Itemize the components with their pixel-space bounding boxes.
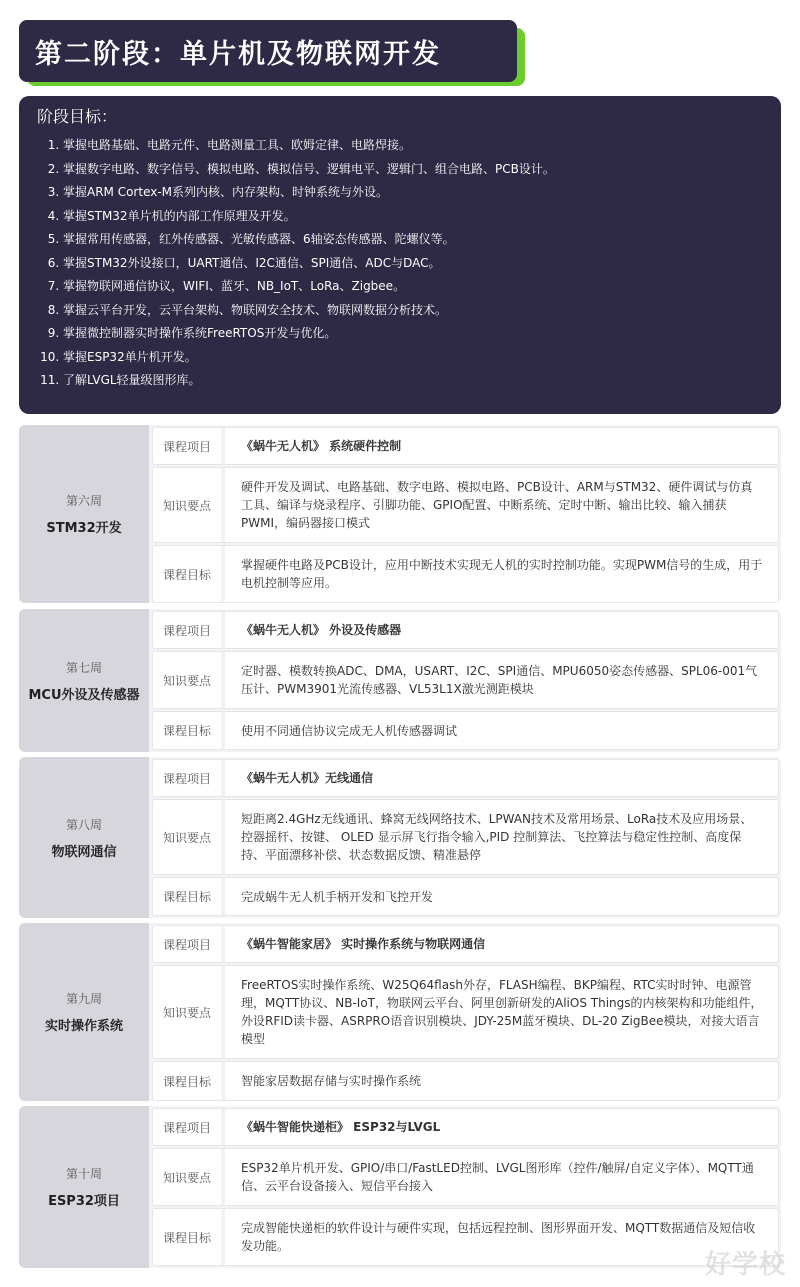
row-key: 课程目标: [153, 712, 225, 749]
goal-item: 8. 掌握云平台开发，云平台架构、物联网安全技术、物联网数据分析技术。: [63, 299, 763, 323]
watermark: 好学校: [704, 1250, 786, 1280]
row-value: 掌握硬件电路及PCB设计，应用中断技术实现无人机的实时控制功能。实现PWM信号的生成，用于电机控制等应用。: [241, 558, 763, 590]
week-block-10: [19, 1106, 781, 1268]
week-rows: [153, 428, 778, 600]
row-value: 使用不同通信协议完成无人机传感器调试: [241, 723, 458, 738]
row-knowledge: [153, 652, 778, 708]
row-goal: [153, 878, 778, 915]
goal-item: 6. 掌握STM32外设接口，UART通信、I2C通信、SPI通信、ADC与DAC。: [63, 252, 763, 276]
row-value: FreeRTOS实时操作系统、W25Q64flash外存，FLASH编程、BKP编程、RTC实时时钟、电源管理，MQTT协议、NB-IoT，物联网云平台、阿里创新研发的AliOS Things的内核架构和功能组件，外设RFID读卡器、ASRPRO语音识别模块、JDY-25M蓝牙模块、DL-20 ZigBee模块，对接大语言模型: [241, 978, 763, 1046]
week-number: 第十周: [65, 1167, 102, 1181]
stage-banner: [19, 20, 517, 82]
row-key: 课程项目: [153, 612, 225, 648]
row-knowledge: [153, 800, 778, 874]
row-key: 课程项目: [153, 760, 225, 796]
row-knowledge: [153, 966, 778, 1058]
row-value: 《蜗牛无人机》 外设及传感器: [241, 623, 402, 637]
week-title: STM32开发: [46, 521, 122, 536]
week-label: [19, 757, 149, 918]
week-number: 第七周: [65, 660, 102, 675]
stage-goals-panel: [19, 96, 781, 414]
row-value: 《蜗牛智能快递柜》 ESP32与LVGL: [241, 1120, 441, 1134]
goal-item: 7. 掌握物联网通信协议，WIFI、蓝牙、NB_IoT、LoRa、Zigbee。: [63, 275, 763, 299]
row-project: [153, 926, 778, 962]
row-knowledge: [153, 1149, 778, 1205]
goal-item: 1. 掌握电路基础、电路元件、电路测量工具、欧姆定律、电路焊接。: [63, 134, 763, 158]
week-number: 第九周: [65, 992, 102, 1006]
week-title: 物联网通信: [51, 844, 117, 860]
row-goal: [153, 1062, 778, 1100]
goal-item: 3. 掌握ARM Cortex-M系列内核、内存架构、时钟系统与外设。: [63, 181, 763, 205]
row-goal: [153, 546, 778, 602]
row-key: 知识要点: [153, 966, 225, 1058]
stage-title: 第二阶段：单片机及物联网开发: [19, 20, 517, 82]
row-value: 短距离2.4GHz无线通讯、蜂窝无线网络技术、LPWAN技术及常用场景、LoRa技术及应用场景、控器摇杆、按键、 OLED 显示屏飞行指令输入,PID 控制算法、飞控算法与稳定性控制、高度保持、平面漂移补偿、状态数据反馈、精准悬停: [241, 812, 753, 862]
row-value: 完成蜗牛无人机手柄开发和飞控开发: [241, 889, 434, 904]
row-key: 知识要点: [153, 652, 225, 708]
row-key: 课程目标: [153, 1209, 225, 1265]
week-rows: [153, 1109, 778, 1265]
row-value: ESP32单片机开发、GPIO/串口/FastLED控制、LVGL图形库（控件/触屏/自定义字体）、MQTT通信、云平台设备接入、短信平台接入: [241, 1161, 754, 1193]
row-value: 定时器、模数转换ADC、DMA，USART、I2C、SPI通信、MPU6050姿态传感器、SPL06-001气压计、PWM3901光流传感器、VL53L1X激光测距模块: [241, 664, 758, 696]
week-label: [19, 1106, 149, 1268]
goals-list: [37, 134, 763, 393]
row-value: 完成智能快递柜的软件设计与硬件实现，包括远程控制、图形界面开发、MQTT数据通信及短信收发功能。: [241, 1221, 756, 1253]
week-title: 实时操作系统: [44, 1019, 123, 1034]
goals-title: 阶段目标：: [37, 107, 118, 126]
week-block-9: [19, 923, 781, 1101]
row-project: [153, 428, 778, 464]
row-goal: [153, 1209, 778, 1265]
week-label: [19, 923, 149, 1101]
row-knowledge: [153, 468, 778, 542]
row-project: [153, 760, 778, 796]
row-key: 课程目标: [153, 546, 225, 602]
week-title: MCU外设及传感器: [28, 687, 140, 703]
row-goal: [153, 712, 778, 749]
goal-item: 2. 掌握数字电路、数字信号、模拟电路、模拟信号、逻辑电平、逻辑门、组合电路、PCB设计。: [63, 158, 763, 182]
week-label: [19, 425, 149, 603]
week-rows: [153, 926, 778, 1098]
row-value: 《蜗牛智能家居》 实时操作系统与物联网通信: [241, 937, 486, 951]
row-value: 《蜗牛无人机》无线通信: [241, 771, 374, 785]
goal-item: 4. 掌握STM32单片机的内部工作原理及开发。: [63, 205, 763, 229]
week-label: [19, 609, 149, 752]
goal-item: 9. 掌握微控制器实时操作系统FreeRTOS开发与优化。: [63, 322, 763, 346]
row-value: 智能家居数据存储与实时操作系统: [241, 1074, 422, 1088]
row-key: 知识要点: [153, 468, 225, 542]
row-value: 《蜗牛无人机》 系统硬件控制: [241, 439, 402, 453]
row-key: 课程目标: [153, 1062, 225, 1100]
row-key: 课程项目: [153, 926, 225, 962]
row-key: 课程项目: [153, 428, 225, 464]
week-block-7: [19, 609, 781, 752]
goal-item: 10. 掌握ESP32单片机开发。: [63, 346, 763, 370]
week-rows: [153, 760, 778, 915]
goal-item: 11. 了解LVGL轻量级图形库。: [63, 369, 763, 393]
week-block-8: [19, 757, 781, 918]
row-key: 课程项目: [153, 1109, 225, 1145]
row-value: 硬件开发及调试、电路基础、数字电路、模拟电路、PCB设计、ARM与STM32、硬件调试与仿真工具、编译与烧录程序、引脚功能、GPIO配置、中断系统、定时中断、输出比较、输入捕获PWMI，编码器接口模式: [241, 480, 753, 530]
week-number: 第六周: [65, 494, 102, 508]
row-key: 知识要点: [153, 1149, 225, 1205]
goal-item: 5. 掌握常用传感器，红外传感器、光敏传感器、6轴姿态传感器、陀螺仪等。: [63, 228, 763, 252]
row-project: [153, 612, 778, 648]
row-project: [153, 1109, 778, 1145]
week-block-6: [19, 425, 781, 603]
row-key: 知识要点: [153, 800, 225, 874]
week-number: 第八周: [65, 817, 102, 832]
week-title: ESP32项目: [48, 1194, 120, 1209]
week-rows: [153, 612, 778, 749]
row-key: 课程目标: [153, 878, 225, 915]
